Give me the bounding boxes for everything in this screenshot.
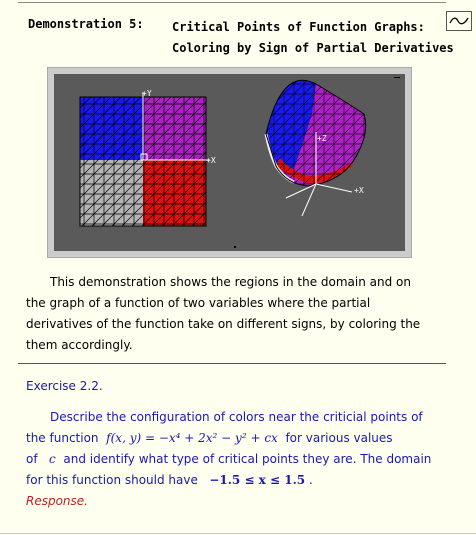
exercise-text-1: Describe the configuration of colors near the criticial points of the function	[26, 410, 423, 445]
domain-grid	[80, 92, 210, 226]
applet-center-dot	[234, 246, 236, 248]
response-link[interactable]: Response.	[26, 494, 88, 508]
domain-y-axis-label: +Y	[142, 89, 152, 98]
applet-canvas[interactable]	[54, 74, 405, 251]
applet-corner-mark	[394, 77, 400, 78]
exercise-end: .	[308, 473, 313, 487]
exercise-domain: −1.5 ≤ x ≤ 1.5	[209, 473, 306, 487]
demo-title	[172, 17, 454, 59]
domain-x-axis-label: +X	[206, 156, 216, 165]
demo-title-line-2: Coloring by Sign of Partial Derivatives	[172, 41, 454, 55]
demo-label: Demonstration 5:	[28, 17, 144, 31]
exercise-text	[26, 407, 446, 491]
exercise-text-2: for various values of	[26, 431, 393, 466]
applet-frame	[47, 67, 412, 258]
demo-title-line-1: Critical Points of Function Graphs:	[172, 20, 425, 34]
exercise-param: c	[49, 452, 56, 466]
section-divider	[18, 363, 446, 364]
exercise-text-3: and identify what type of critical points they are. The domain for this function should have	[26, 452, 432, 487]
exercise-formula: f(x, y) = −x⁴ + 2x² − y² + cx	[106, 431, 278, 445]
top-divider	[18, 2, 446, 3]
surface-plot	[266, 80, 366, 216]
demo-description: This demonstration shows the regions in the domain and on the graph of a function of two variables where the partial derivatives of the function take on different signs, by coloring the them accordingly.	[26, 275, 421, 352]
exercise-title: Exercise 2.2.	[26, 379, 103, 393]
bottom-divider	[0, 533, 476, 534]
applet-graphics[interactable]	[54, 74, 405, 251]
surface-x-axis-label: +X	[354, 186, 364, 195]
surface-z-axis-label: +Z	[317, 134, 327, 143]
